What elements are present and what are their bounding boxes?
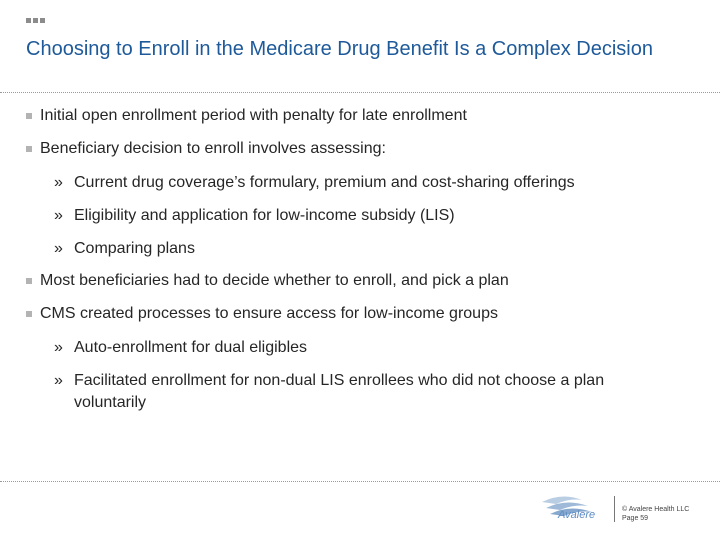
page-number: Page 59 bbox=[622, 515, 649, 522]
bullet-list bbox=[26, 106, 706, 425]
copyright-text: © Avalere Health LLC bbox=[622, 506, 690, 513]
sub-bullet-item: » Eligibility and application for low-income subsidy (LIS) bbox=[26, 205, 706, 227]
chevron-right-icon: » bbox=[54, 339, 63, 356]
bullet-item: Beneficiary decision to enroll involves assessing: bbox=[26, 139, 706, 159]
sub-bullet-item: » Comparing plans bbox=[26, 238, 706, 260]
bullet-square-icon bbox=[26, 113, 32, 119]
slide-title: Choosing to Enroll in the Medicare Drug Benefit Is a Complex Decision bbox=[26, 38, 653, 60]
logo-wordmark: Avalere bbox=[558, 509, 596, 521]
chevron-right-icon: » bbox=[54, 372, 63, 389]
bullet-item: Initial open enrollment period with penalty for late enrollment bbox=[26, 106, 706, 126]
bullet-item: Most beneficiaries had to decide whether to enroll, and pick a plan bbox=[26, 271, 706, 291]
bullet-square-icon bbox=[26, 278, 32, 284]
bullet-square-icon bbox=[26, 311, 32, 317]
title-divider bbox=[0, 92, 720, 93]
sub-bullet-item: » Facilitated enrollment for non-dual LIS enrollees who did not choose a plan voluntarily bbox=[54, 372, 605, 411]
sub-bullet-item: » Auto-enrollment for dual eligibles bbox=[26, 337, 706, 359]
footer-separator bbox=[614, 496, 615, 522]
slide-marker bbox=[26, 18, 45, 23]
chevron-right-icon: » bbox=[54, 207, 63, 224]
bullet-square-icon bbox=[26, 146, 32, 152]
bullet-item: CMS created processes to ensure access for low-income groups bbox=[26, 304, 706, 324]
sub-bullet-item: » Current drug coverage’s formulary, premium and cost-sharing offerings bbox=[26, 172, 706, 194]
chevron-right-icon: » bbox=[54, 240, 63, 257]
footer-divider bbox=[0, 481, 720, 482]
chevron-right-icon: » bbox=[54, 174, 63, 191]
footer-info bbox=[622, 505, 689, 523]
